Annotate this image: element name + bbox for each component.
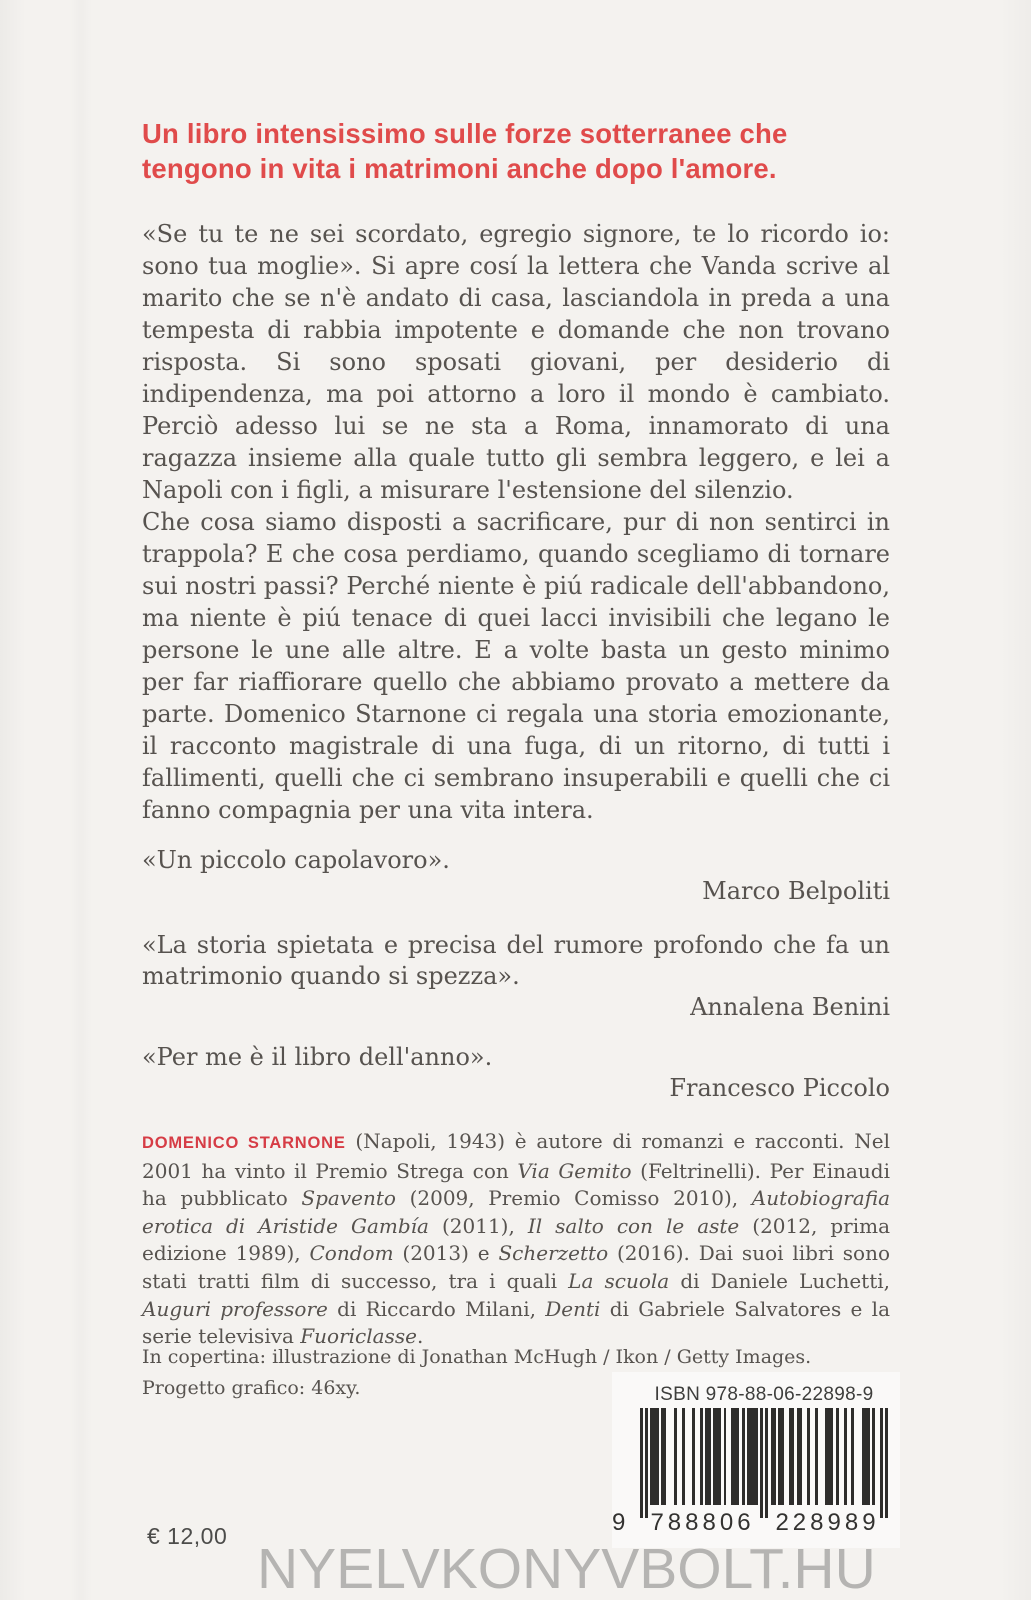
synopsis [142, 218, 890, 826]
barcode-digit-group-2: 228989 [775, 1509, 880, 1536]
barcode-digits [612, 1509, 890, 1537]
quote-text: «La storia spietata e precisa del rumore profondo che fa un matrimonio quando si spezza». [142, 931, 890, 990]
isbn-label: ISBN 978-88-06-22898-9 [654, 1384, 874, 1405]
quote-author: Marco Belpoliti [702, 877, 890, 905]
tagline [142, 116, 890, 186]
review-quote-3 [142, 1042, 890, 1104]
barcode-digit-group-1: 788806 [650, 1509, 755, 1536]
review-quote-2 [142, 930, 890, 1023]
tagline-line-2: tengono in vita i matrimoni anche dopo l'amore. [142, 153, 777, 184]
watermark-overlay: NYELVKONYVBOLT.HU [257, 1537, 876, 1600]
quote-text: «Un piccolo capolavoro». [142, 846, 450, 874]
tagline-line-1: Un libro intensissimo sulle forze sotterranee che [142, 118, 788, 149]
price: € 12,00 [147, 1523, 228, 1549]
quote-text: «Per me è il libro dell'anno». [142, 1043, 493, 1071]
synopsis-paragraph-1: «Se tu te ne sei scordato, egregio signore, te lo ricordo io: sono tua moglie». Si apre cosí la lettera che Vanda scrive al marito che se n'è andato di casa, lasciandola in preda a una tempesta di rabbia impotente e domande che non trovano risposta. Si sono sposati giovani, per desiderio di indipendenza, ma poi attorno a loro il mondo è cambiato. Perciò adesso lui se ne sta a Roma, innamorato di una ragazza insieme alla quale tutto gli sembra leggero, e lei a Napoli con i figli, a misurare l'estensione del silenzio. [142, 220, 890, 504]
author-bio-text: (Napoli, 1943) è autore di romanzi e racconti. Nel 2001 ha vinto il Premio Strega con Via Gemito (Feltrinelli). Per Einaudi ha pubblicato Spavento (2009, Premio Comisso 2010), Autobiografia erotica di Aristide Gambía (2011), Il salto con le aste (2012, prima edizione 1989), Condom (2013) e Scherzetto (2016). Dai suoi libri sono stati tratti film di successo, tra i quali La scuola di Daniele Luchetti, Auguri professore di Riccardo Milani, Denti di Gabriele Salvatores e la serie televisiva Fuoriclasse. [142, 1129, 891, 1349]
barcode-digit-lead: 9 [612, 1509, 626, 1536]
quote-author: Francesco Piccolo [669, 1074, 890, 1102]
scan-fold-shadow [70, 0, 92, 1600]
cover-credit: In copertina: illustrazione di Jonathan McHugh / Ikon / Getty Images. [142, 1346, 812, 1368]
ean13-barcode [640, 1408, 888, 1520]
author-name: DOMENICO STARNONE [142, 1134, 346, 1152]
synopsis-paragraph-2: Che cosa siamo disposti a sacrificare, pur di non sentirci in trappola? E che cosa perdiamo, quando scegliamo di tornare sui nostri passi? Perché niente è piú radicale dell'abbandono, ma niente è piú tenace di quei lacci invisibili che legano le persone le une alle altre. E a volte basta un gesto minimo per far riaffiorare quello che abbiamo provato a mettere da parte. Domenico Starnone ci regala una storia emozionante, il racconto magistrale di una fuga, di un ritorno, di tutti i fallimenti, quelli che ci sembrano insuperabili e quelli che ci fanno compagnia per una vita intera. [142, 508, 890, 824]
design-credit: Progetto grafico: 46xy. [142, 1377, 361, 1399]
author-bio [142, 1128, 890, 1351]
review-quote-1 [142, 845, 890, 907]
quote-author: Annalena Benini [690, 993, 890, 1021]
